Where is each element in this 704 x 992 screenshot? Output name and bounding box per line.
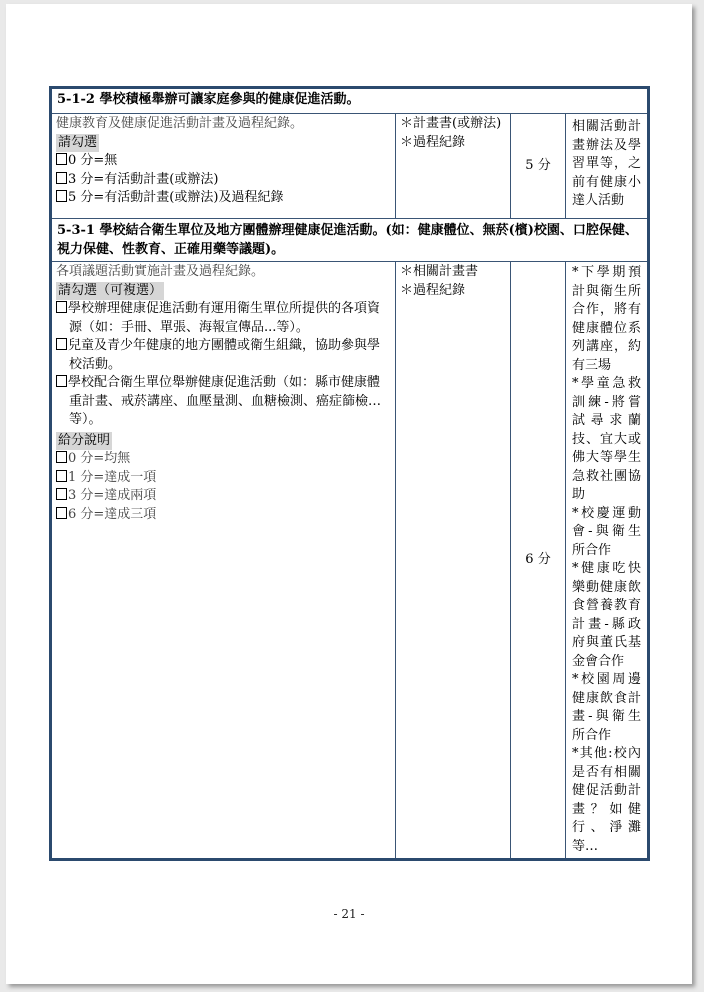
section-2-score: 6 分: [511, 262, 566, 860]
section-2-scoring-1[interactable]: 1 分=達成一項: [56, 469, 391, 488]
section-1-doc-1: ＊過程紀錄: [400, 134, 466, 150]
section-1-documents: [396, 114, 511, 219]
section-1-check-label: 請勾選: [56, 134, 99, 153]
checkbox[interactable]: [56, 375, 67, 387]
document-page: [6, 4, 692, 984]
section-2-option-2[interactable]: 學校配合衛生單位舉辦健康促進活動（如：縣市健康體重計畫、戒菸講座、血壓量測、血糖檢測、癌症篩檢…等）。: [56, 374, 391, 430]
checkbox[interactable]: [56, 470, 67, 482]
section-1-note: 相關活動計畫辦法及學習單等，之前有健康小達人活動: [566, 114, 649, 219]
section-2-option-1[interactable]: 兒童及青少年健康的地方團體或衛生組織，協助參與學校活動。: [56, 337, 391, 374]
section-2-body-row: [51, 262, 649, 860]
section-1-criteria: [51, 114, 396, 219]
section-2-description: 各項議題活動實施計畫及過程紀錄。: [56, 264, 265, 279]
section-2-header-row: [51, 219, 649, 262]
section-2-note-0: *下學期預計與衛生所合作，將有健康體位系列講座，約有三場: [572, 265, 642, 373]
checkbox[interactable]: [56, 153, 67, 165]
section-2-option-0[interactable]: 學校辦理健康促進活動有運用衛生單位所提供的各項資源（如：手冊、單張、海報宣傳品...等）。: [56, 300, 391, 337]
checkbox[interactable]: [56, 338, 67, 350]
checkbox[interactable]: [56, 172, 67, 184]
checkbox[interactable]: [56, 507, 67, 519]
section-2-note-1: *學童急救訓練-將嘗試尋求蘭技、宜大或佛大等學生急救社團協助: [572, 376, 642, 502]
checkbox[interactable]: [56, 301, 67, 313]
section-2-scoring-2[interactable]: 3 分=達成兩項: [56, 487, 391, 506]
section-2-doc-1: ＊過程紀錄: [400, 282, 466, 298]
section-2-title: 5-3-1 學校結合衛生單位及地方團體辦理健康促進活動。(如：健康體位、無菸(檳)校園、口腔保健、視力保健、性教育、正確用藥等議題)。: [51, 219, 649, 262]
section-2-scoring-0[interactable]: 0 分=均無: [56, 450, 391, 469]
section-1-header-row: [51, 88, 649, 114]
section-2-criteria: [51, 262, 396, 860]
checkbox[interactable]: [56, 488, 67, 500]
section-2-note-5: *其他:校內是否有相關健促活動計畫？如健行、淨灘等…: [572, 746, 642, 854]
page-number: - 21 -: [333, 907, 365, 921]
checkbox[interactable]: [56, 190, 67, 202]
section-1-option-0[interactable]: 0 分=無: [56, 152, 391, 171]
section-2-scoring-3[interactable]: 6 分=達成三項: [56, 506, 391, 525]
section-2-documents: [396, 262, 511, 860]
section-1-description: 健康教育及健康促進活動計畫及過程紀錄。: [56, 116, 304, 131]
section-1-doc-0: ＊計畫書(或辦法): [400, 116, 502, 131]
evaluation-table: [49, 86, 650, 861]
section-1-body-row: [51, 114, 649, 219]
section-2-note-3: *健康吃快樂動健康飲食營養教育計畫-縣政府與董氏基金會合作: [572, 561, 642, 669]
section-2-note-4: *校園周邊健康飲食計畫-與衛生所合作: [572, 672, 642, 743]
section-2-check-label: 請勾選（可複選）: [56, 282, 164, 301]
section-2-notes: [566, 262, 649, 860]
section-1-score: 5 分: [511, 114, 566, 219]
section-1-option-2[interactable]: 5 分=有活動計畫(或辦法)及過程紀錄: [56, 189, 391, 208]
section-1-title: 5-1-2 學校積極舉辦可讓家庭參與的健康促進活動。: [51, 88, 649, 114]
section-2-scoring-label: 給分說明: [56, 432, 112, 451]
section-2-doc-0: ＊相關計畫書: [400, 264, 479, 279]
section-2-note-2: *校慶運動會-與衛生所合作: [572, 505, 642, 558]
section-1-option-1[interactable]: 3 分=有活動計畫(或辦法): [56, 171, 391, 190]
checkbox[interactable]: [56, 451, 67, 463]
